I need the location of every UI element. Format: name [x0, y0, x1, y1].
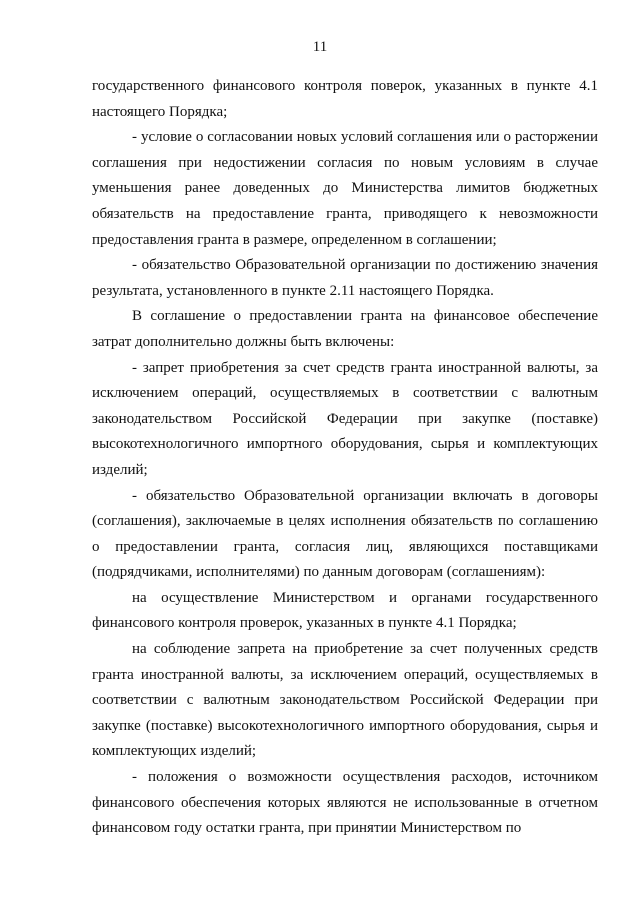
- paragraph-result-obligation: - обязательство Образовательной организации по достижению значения результата, установленного в пункте 2.11 настоящего Порядка.: [92, 257, 598, 299]
- paragraph-inspection-consent: на осуществление Министерством и органами государственного финансового контроля проверок, указанных в пункте 4.1 Порядка;: [92, 589, 598, 632]
- body-text: [92, 74, 598, 842]
- paragraph-agreement-renegotiation-condition: - условие о согласовании новых условий соглашения или о расторжении соглашения при недостижении согласия по новым условиям в случае уменьшения ранее доведенных до Министерства лимитов бюджетных обязательств на предоставление гранта, приводящего к невозможности предоставления гранта в размере, определенном в соглашении;: [92, 129, 598, 248]
- paragraph-currency-ban: - запрет приобретения за счет средств гранта иностранной валюты, за исключением операций, осуществляемых в соответствии с валютным законодательством Российской Федерации при закупке (поставке) высокотехнологичного импортного оборудования, сырья и комплектующих изделий;: [92, 359, 598, 478]
- paragraph-contract-consent-obligation: - обязательство Образовательной организации включать в договоры (соглашения), заключаемые в целях исполнения обязательств по соглашению о предоставлении гранта, согласия лиц, являющихся поставщиками (подрядчиками, исполнителями) по данным договорам (соглашениям):: [92, 487, 598, 581]
- paragraph-additional-conditions-intro: В соглашение о предоставлении гранта на финансовое обеспечение затрат дополнительно должны быть включены:: [92, 308, 598, 350]
- paragraph-unused-balance-provision: - положения о возможности осуществления расходов, источником финансового обеспечения которых являются не использованные в отчетном финансовом году остатки гранта, при принятии Министерством по: [92, 769, 598, 837]
- paragraph-continuation: государственного финансового контроля поверок, указанных в пункте 4.1 настоящего Порядка;: [92, 78, 598, 120]
- paragraph-currency-ban-consent: на соблюдение запрета на приобретение за счет полученных средств гранта иностранной валюты, за исключением операций, осуществляемых в соответствии с валютным законодательством Российской Федерации при закупке (поставке) высокотехнологичного импортного оборудования, сырья и комплектующих изделий;: [92, 641, 598, 760]
- page-number: 11: [312, 39, 328, 55]
